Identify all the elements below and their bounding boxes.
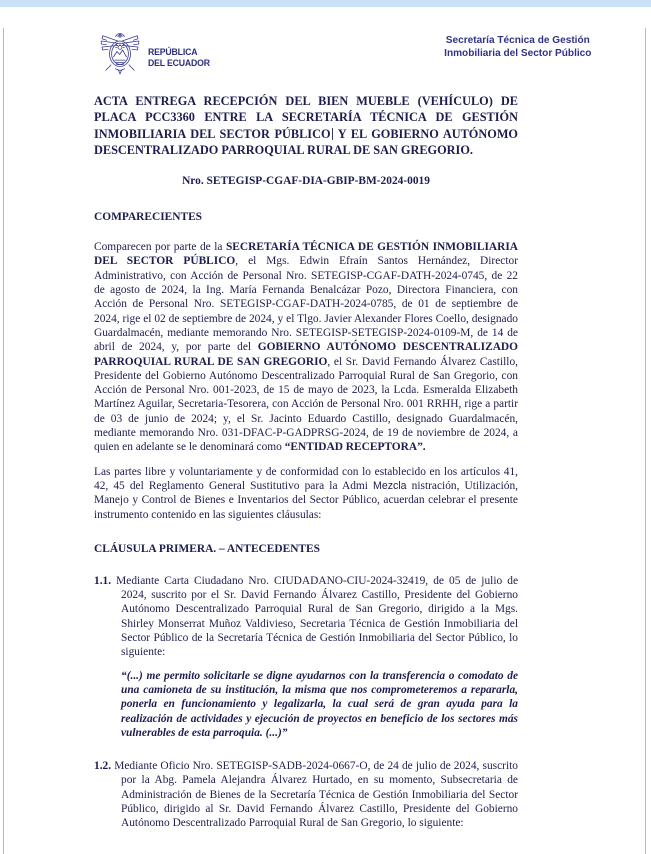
document-number[interactable]: Nro. SETEGISP-CGAF-DIA-GBIP-BM-2024-0019 xyxy=(182,175,430,188)
title-after-cursor: Y EL GOBIERNO AUTÓNOMO DESCENTRALIZADO PARROQUIAL RURAL DE SAN GREGORIO. xyxy=(94,126,518,157)
document-header xyxy=(94,28,591,84)
institution-name xyxy=(444,34,591,59)
republic-of-ecuador-logo xyxy=(96,28,215,78)
antecedente-item-1-1[interactable] xyxy=(94,574,518,660)
section-comparecientes[interactable]: COMPARECIENTES xyxy=(94,211,203,224)
antecedente-item-1-2[interactable] xyxy=(94,759,518,830)
logo-text xyxy=(148,47,210,69)
institution-name-line1: Secretaría Técnica de Gestión xyxy=(445,34,590,46)
title-before-cursor: ACTA ENTREGA RECEPCIÓN DEL BIEN MUEBLE (VEHÍCULO) DE PLACA PCC3360 ENTRE LA SECRETARÍA TÉCNICA DE GESTIÓN INMOBILIARIA DEL SECTOR PÚBLICO xyxy=(94,94,518,141)
paragraph-partes[interactable]: Las partes libre y voluntariamente y de conformidad con lo establecido en los artículos 41, 42, 45 del Reglamento General Sustitutivo para la Admi Mezcla nistración, Utilización, Manejo y Control de Bienes e Inventarios del Sector Público, acuerdan celebrar el presente instrumento contenido en las siguientes cláusulas: xyxy=(94,465,518,521)
logo-text-line2: DEL ECUADOR xyxy=(148,58,210,69)
quoted-request-text[interactable]: “(...) me permito solicitarle se digne ayudarnos con la transferencia o comodato de una camioneta de su institución, la misma que nos comprometeremos a repararla, ponerla en funcionamiento y legalizarla, la cual será de gran ayuda para la realización de actividades y ejecución de proyectos en beneficio de los sectores más vulnerables de esta parroquia. (...)” xyxy=(121,669,518,739)
item-text-1-2: Mediante Oficio Nro. SETEGISP-SADB-2024-0667-O, de 24 de julio de 2024, suscrito por la Abg. Pamela Alejandra Álvarez Hurtado, en su momento, Subsecretaria de Administración de Bienes de la Secretaría Técnica de Gestión Inmobiliaria del Sector Público, dirigido al Sr. David Fernando Álvarez Castillo, Presidente del Gobierno Autónomo Descentralizado Parroquial Rural de San Gregorio, lo siguiente: xyxy=(114,760,518,830)
item-number-1-2: 1.2. xyxy=(94,760,112,773)
institution-name-line2: Inmobiliaria del Sector Público xyxy=(443,46,591,59)
paragraph-comparecen[interactable]: Comparecen por parte de la SECRETARÍA TÉCNICA DE GESTIÓN INMOBILIARIA DEL SECTOR PÚBLICO, el Mgs. Edwin Efraín Santos Hernández, Director Administrativo, con Acción de Personal Nro. SETEGISP-CGAF-DATH-2024-0745, de 22 de agosto de 2024, la Ing. María Fernanda Benalcázar Pozo, Directora Financiera, con Acción de Personal Nro. SETEGISP-CGAF-DATH-2024-0785, de 01 de septiembre de 2024, rige el 02 de septiembre de 2024, y el Tlgo. Javier Alexander Flores Coello, designado Guardalmacén, mediante memorando Nro. SETEGISP-SETEGISP-2024-0109-M, de 14 de abril de 2024, y, por parte del GOBIERNO AUTÓNOMO DESCENTRALIZADO PARROQUIAL RURAL DE SAN GREGORIO, el Sr. David Fernando Álvarez Castillo, Presidente del Gobierno Autónomo Descentralizado Parroquial Rural de San Gregorio, con Acción de Personal Nro. 001-2023, de 15 de mayo de 2023, la Lcda. Esmeralda Elizabeth Martínez Aguilar, Secretaria-Tesorera, con Acción de Personal Nro. 001 RRHH, rige a partir de 03 de junio de 2024; y, el Sr. Jacinto Eduardo Castillo, designado Guardalmacén, mediante memorando Nro. 031-DFAC-P-GADPRSG-2024, de 19 de noviembre de 2024, a quien en adelante se le denominará como “ENTIDAD RECEPTORA”. xyxy=(94,241,519,454)
document-page[interactable] xyxy=(3,28,646,854)
document-title[interactable] xyxy=(94,93,518,158)
clause-primera-heading[interactable]: CLÁUSULA PRIMERA. – ANTECEDENTES xyxy=(94,542,320,555)
document-body[interactable] xyxy=(4,93,518,851)
item-text-1-1: Mediante Carta Ciudadano Nro. CIUDADANO-CIU-2024-32419, de 05 de julio de 2024, suscrito por el Sr. David Fernando Álvarez Castillo, Presidente del Gobierno Autónomo Descentralizado Parroquial Rural de San Gregorio, dirigido a la Mgs. Shirley Monserrat Muñoz Valdivieso, Secretaria Técnica de Gestión Inmobiliaria del Sector Público de la Secretaría Técnica de Gestión Inmobiliaria del Sector Público, lo siguiente: xyxy=(116,574,518,659)
text-cursor xyxy=(332,128,333,140)
window-top-strip xyxy=(0,0,651,7)
logo-text-line1: REPÚBLICA xyxy=(148,47,198,58)
item-number-1-1: 1.1. xyxy=(94,574,112,587)
ecuador-coat-of-arms-icon xyxy=(96,28,144,78)
